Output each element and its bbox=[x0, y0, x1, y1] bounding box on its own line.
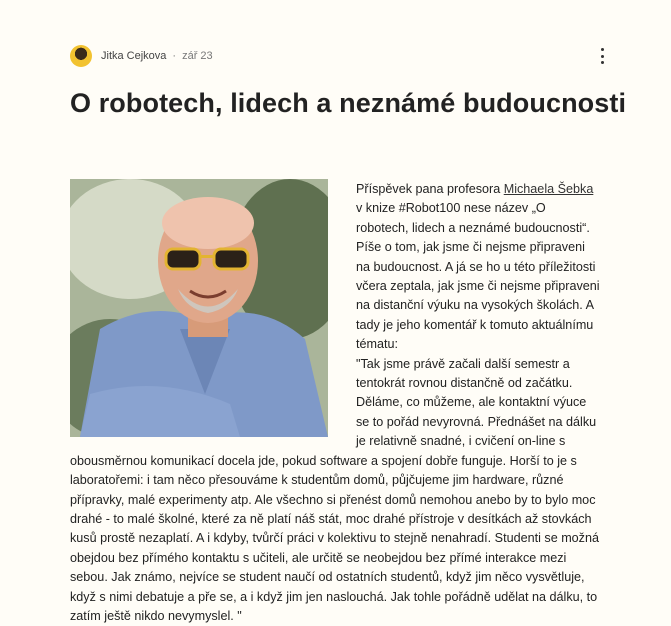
post-date: zář 23 bbox=[182, 50, 213, 62]
author-profile-link[interactable]: Michaela Šebka bbox=[503, 182, 594, 196]
post-header bbox=[70, 44, 610, 68]
author-avatar[interactable] bbox=[70, 45, 92, 67]
intro-text: Příspěvek pana profesora bbox=[356, 182, 504, 196]
article-body bbox=[70, 180, 600, 626]
post-title: O robotech, lidech a neznámé budoucnosti bbox=[70, 88, 627, 118]
photo-float-spacer bbox=[70, 180, 328, 438]
quote-paragraph: "Tak jsme právě začali další semestr a tentokrát rovnou distančně od začátku. Děláme, co můžeme, ale kontaktní výuce se to pořád nevyrovná. Přednášet na dálku je relativně snadné, i cvičení on-line s obousměrnou komunikací docela jde, pokud software a spojení dobře funguje. Horší to je s laboratořemi: i tam něco přesouváme k studentům domů, půjčujeme jim hardware, různé přípravky, malé experimenty atp. Ale všechno si přenést domů nemohou anebo by to bylo moc drahé - to malé školné, které za ně platí náš stát, moc drahé přístroje v desítkách až stovkách kusů prostě nezaplatí. A i kdyby, tvůrčí práci v kolektivu to stejně nenahradí. Studenti se možná obejdou bez přímého kontaktu s učiteli, ale určitě se neobejdou bez přímé interakce mezi sebou. Jak známo, nejvíce se student naučí od ostatních studentů, když jim něco vysvětluje, když s nimi debatuje a pře se, a i když jim jen naslouchá. Jak tohle pořádně udělat na dálku, to zatím ještě nikdo nevymyslel. " bbox=[70, 356, 599, 623]
author-name[interactable]: Jitka Cejkova bbox=[101, 50, 167, 62]
more-options-icon[interactable] bbox=[594, 48, 610, 64]
intro-text-continued: v knize #Robot100 nese název „O robotech, lidech a neznámé budoucnosti“. Píše o tom, jak jsme či nejsme připraveni na budoucnost. A já se ho u této příležitosti včera zeptala, jak jsme či nejsme připraveni na distanční výuku na vysokých školách. A tady je jeho komentář k tomuto aktuálnímu tématu: bbox=[356, 201, 600, 352]
meta-separator: · bbox=[172, 50, 177, 62]
